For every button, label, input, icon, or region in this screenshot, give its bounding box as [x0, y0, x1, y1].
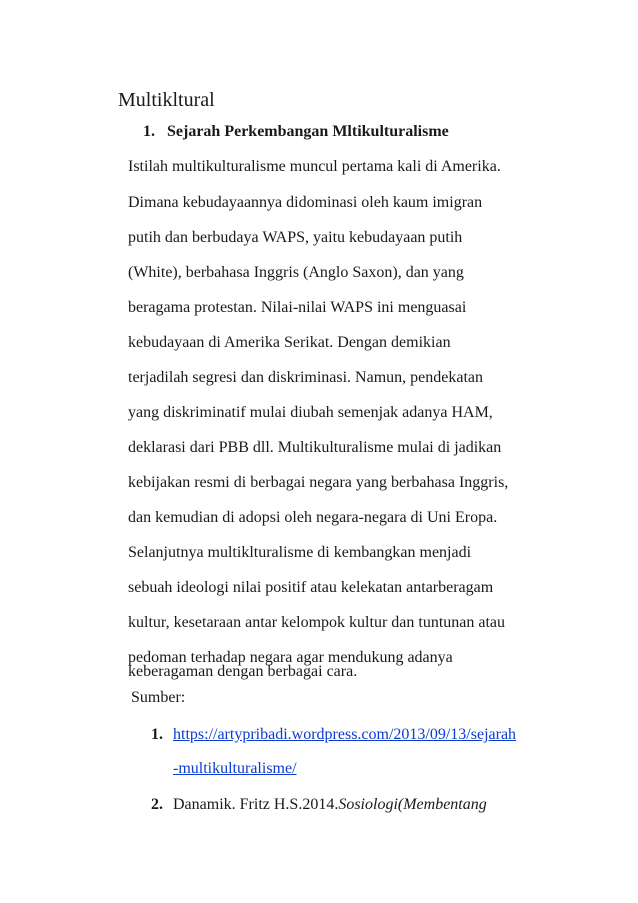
- paragraph-line: kultur, kesetaraan antar kelompok kultur dan tuntunan atau: [128, 614, 506, 631]
- paragraph-line: terjadilah segresi dan diskriminasi. Namun, pendekatan: [128, 369, 484, 386]
- paragraph-line: (White), berbahasa Inggris (Anglo Saxon), dan yang: [128, 264, 464, 281]
- section-number: 1.: [143, 123, 155, 140]
- paragraph-line: beragama protestan. Nilai-nilai WAPS ini menguasai: [128, 299, 467, 316]
- paragraph-line: Dimana kebudayaannya didominasi oleh kaum imigran: [128, 194, 483, 211]
- reference-link[interactable]: https://artypribadi.wordpress.com/2013/09/13/sejarah: [173, 726, 517, 743]
- reference-author-year: Danamik. Fritz H.S.2014.: [173, 796, 339, 813]
- paragraph-line: dan kemudian di adopsi oleh negara-negara di Uni Eropa.: [128, 509, 498, 526]
- section-heading-text: Sejarah Perkembangan Mltikulturalisme: [167, 123, 449, 140]
- paragraph-line: deklarasi dari PBB dll. Multikulturalisme mulai di jadikan: [128, 439, 502, 456]
- reference-number: 1.: [151, 726, 163, 743]
- reference-item: [151, 795, 551, 815]
- reference-text: [173, 795, 487, 815]
- reference-book-title: Sosiologi(Membentang: [338, 796, 487, 813]
- paragraph-line: pedoman terhadap negara agar mendukung adanya: [128, 649, 453, 666]
- paragraph-line: sebuah ideologi nilai positif atau kelekatan antarberagam: [128, 579, 494, 596]
- paragraph-line: keberagaman dengan berbagai cara.: [128, 663, 358, 680]
- paragraph-line: Istilah multikulturalisme muncul pertama kali di Amerika.: [128, 158, 501, 175]
- reference-link-continuation[interactable]: -multikulturalisme/: [173, 760, 297, 777]
- reference-item: [151, 725, 551, 785]
- document-title: Multikltural: [118, 89, 215, 111]
- section-heading: [143, 122, 449, 142]
- paragraph-line: Selanjutnya multiklturalisme di kembangkan menjadi: [128, 544, 472, 561]
- paragraph-line: kebudayaan di Amerika Serikat. Dengan demikian: [128, 334, 451, 351]
- reference-number: 2.: [151, 796, 163, 813]
- sources-label: Sumber:: [131, 689, 186, 706]
- paragraph-line: kebijakan resmi di berbagai negara yang berbahasa Inggris,: [128, 474, 509, 491]
- paragraph-line: putih dan berbudaya WAPS, yaitu kebudayaan putih: [128, 229, 463, 246]
- paragraph-line: yang diskriminatif mulai diubah semenjak adanya HAM,: [128, 404, 493, 421]
